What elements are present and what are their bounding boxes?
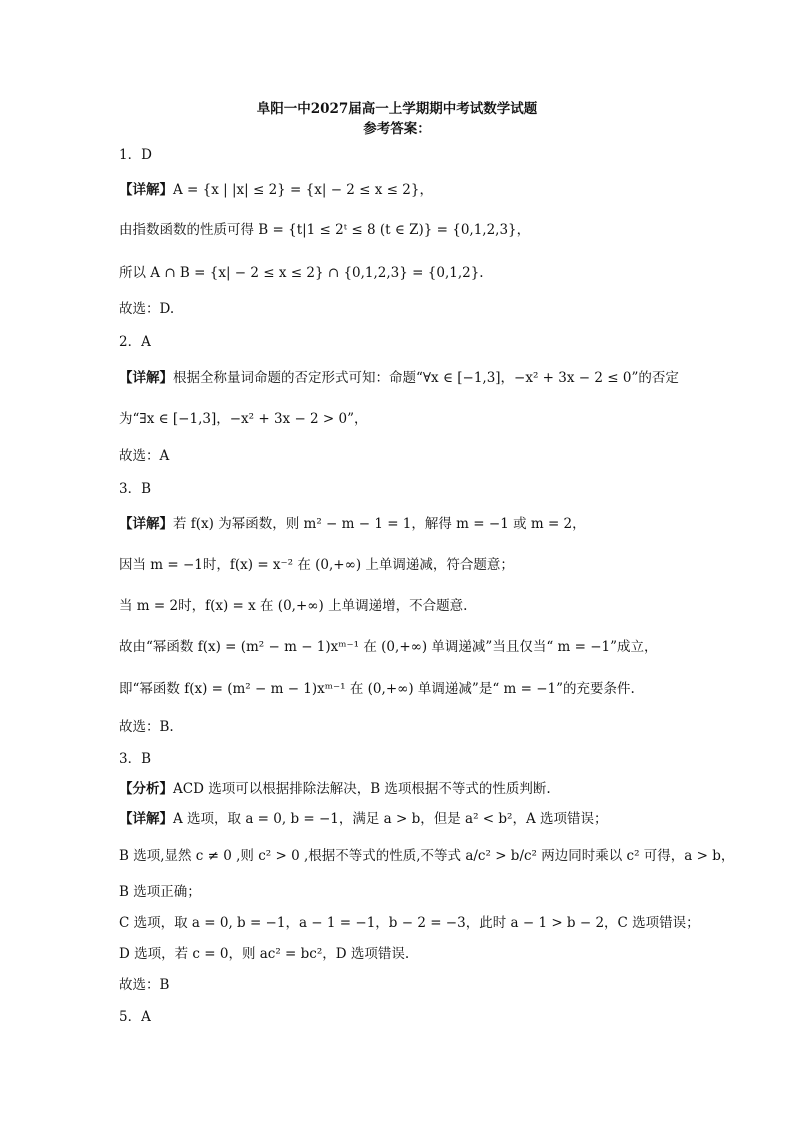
answer-number-5: 5．A: [119, 1009, 151, 1025]
answer-number-1: 1．D: [119, 147, 152, 163]
text-line: 为“∃x ∈ [−1,3]，−x² + 3x − 2 > 0”，: [119, 411, 368, 427]
text-line: 故由“幂函数 f(x) = (m² − m − 1)xᵐ⁻¹ 在 (0,+∞) 单调递减”当且仅当“ m = −1”成立，: [119, 639, 658, 655]
text-line: 因当 m = −1时，f(x) = x⁻² 在 (0,+∞) 上单调递减，符合题意；: [119, 557, 514, 573]
answer-number-4: 3．B: [119, 751, 152, 767]
answer-number-2: 2．A: [119, 334, 151, 350]
analysis-line: 【分析】ACD 选项可以根据排除法解决，B 选项根据不等式的性质判断.: [119, 781, 551, 797]
text-line: B 选项,显然 c ≠ 0 ,则 c² > 0 ,根据不等式的性质,不等式 a/c² > b/c² 两边同时乘以 c² 可得，a > b，: [119, 848, 735, 864]
text-line: D 选项，若 c = 0，则 ac² = bc²，D 选项错误.: [119, 946, 410, 962]
choice-line: 故选：D.: [119, 301, 175, 317]
text-line: 由指数函数的性质可得 B = {t|1 ≤ 2ᵗ ≤ 8 (t ∈ Z)} = {0,1,2,3}，: [119, 222, 531, 238]
choice-line: 故选：B: [119, 977, 170, 993]
answer-number-3: 3．B: [119, 481, 152, 497]
text-line: C 选项，取 a = 0, b = −1，a − 1 = −1，b − 2 = −3，此时 a − 1 > b − 2，C 选项错误；: [119, 915, 700, 931]
text-line: 当 m = 2时，f(x) = x 在 (0,+∞) 上单调递增，不合题意.: [119, 598, 468, 614]
choice-line: 故选：B.: [119, 719, 174, 735]
choice-line: 故选：A: [119, 448, 170, 464]
detail-line: 【详解】若 f(x) 为幂函数，则 m² − m − 1 = 1，解得 m = −1 或 m = 2，: [119, 516, 586, 532]
detail-line: 【详解】根据全称量词命题的否定形式可知：命题“∀x ∈ [−1,3]，−x² + 3x − 2 ≤ 0”的否定: [119, 370, 679, 386]
document-subtitle: 参考答案：: [363, 121, 431, 137]
text-line: 即“幂函数 f(x) = (m² − m − 1)xᵐ⁻¹ 在 (0,+∞) 单调递减”是“ m = −1”的充要条件.: [119, 681, 635, 697]
text-line: 所以 A ∩ B = {x| − 2 ≤ x ≤ 2} ∩ {0,1,2,3} = {0,1,2}.: [119, 265, 484, 281]
document-title: 阜阳一中2027届高一上学期期中考试数学试题: [256, 101, 538, 117]
detail-line: 【详解】A 选项，取 a = 0, b = −1，满足 a > b，但是 a² < b²，A 选项错误；: [119, 811, 608, 827]
text-line: B 选项正确；: [119, 884, 201, 900]
detail-line: 【详解】A = {x | |x| ≤ 2} = {x| − 2 ≤ x ≤ 2}，: [119, 182, 433, 198]
